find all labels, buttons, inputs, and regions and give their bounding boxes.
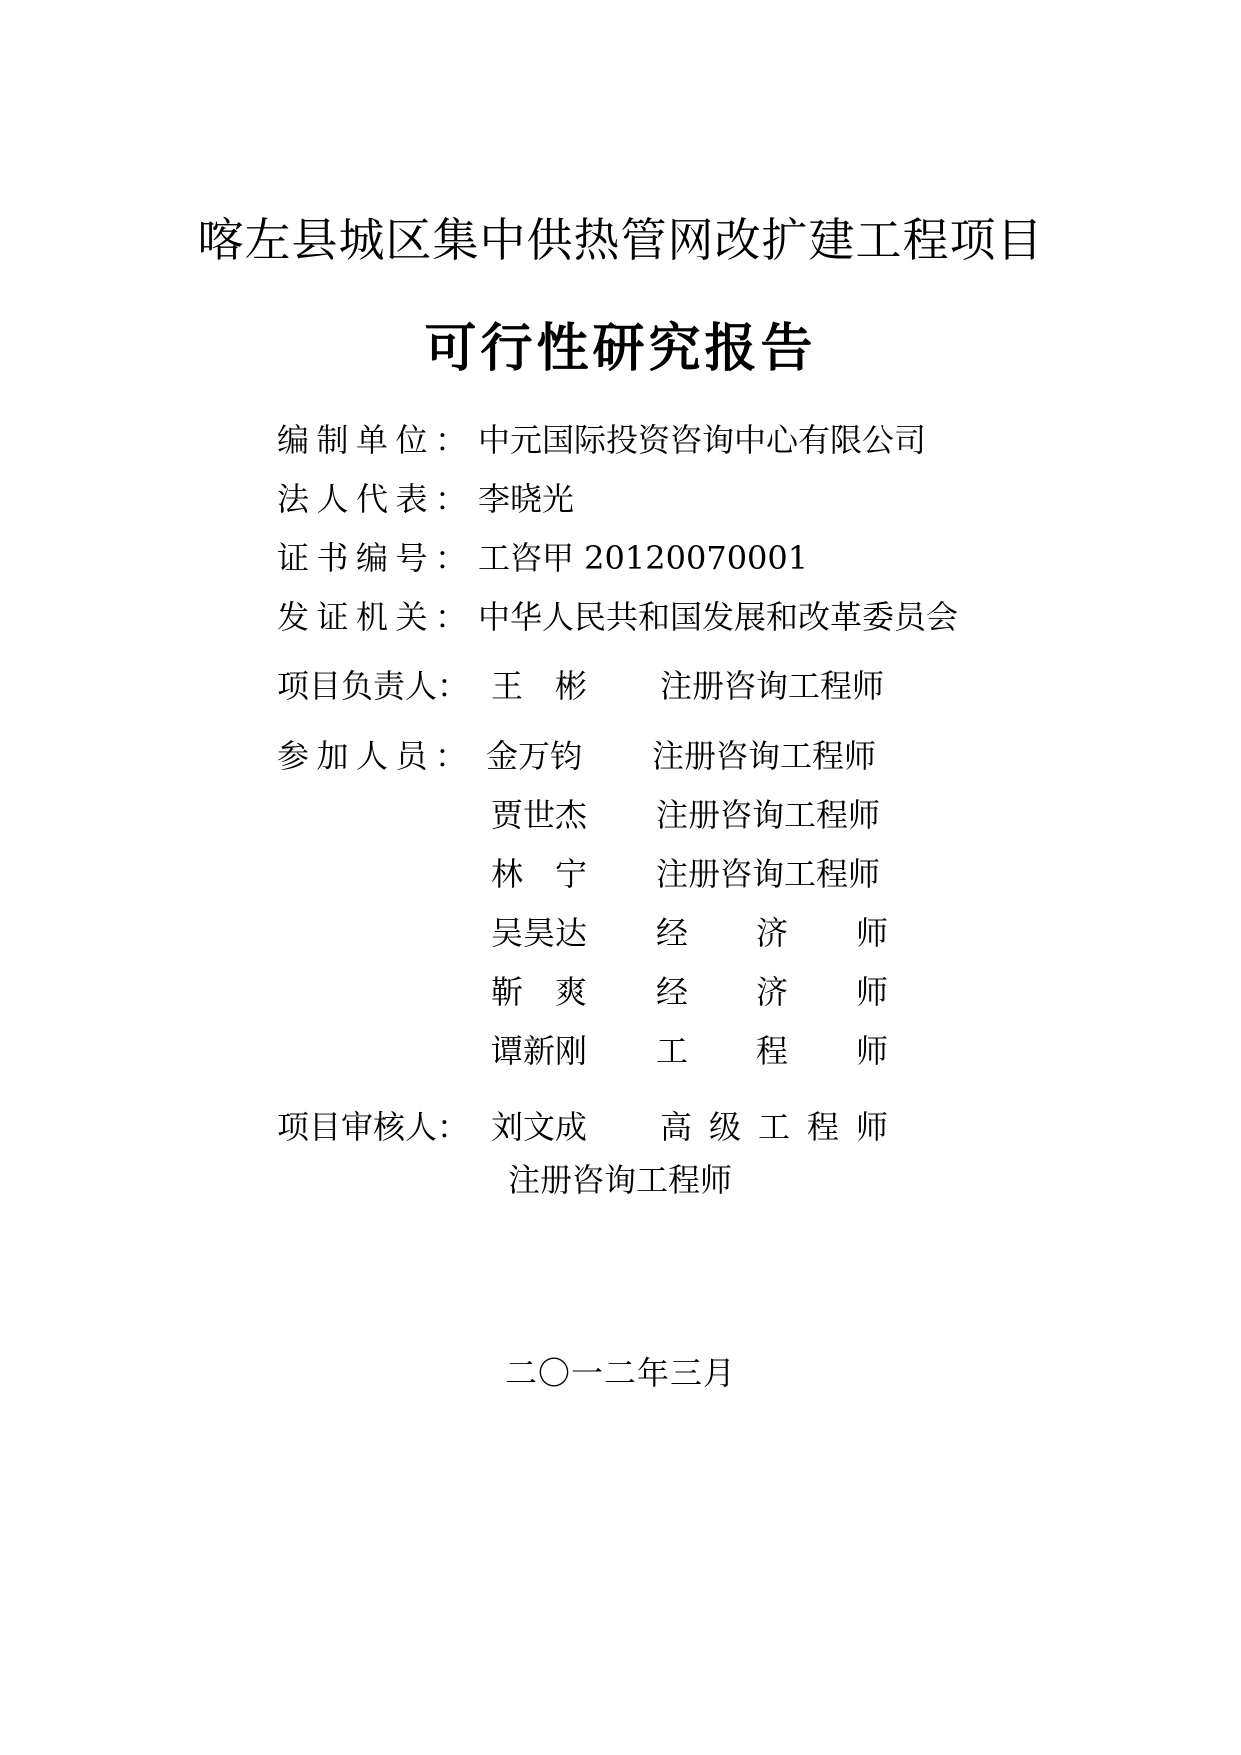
participant-name: 谭新刚 <box>491 1032 588 1070</box>
participant-role: 经 济 师 <box>656 914 888 952</box>
info-value-certificate-no: 工咨甲 20120070001 <box>478 539 809 577</box>
participants-label: 参 加 人 员 ： <box>277 737 467 775</box>
participant-name: 贾世杰 <box>491 796 588 834</box>
info-label-legal-rep: 法 人 代 表 ： <box>277 480 467 518</box>
participant-role: 注册咨询工程师 <box>652 737 877 775</box>
info-label-certificate-no: 证 书 编 号 ： <box>277 539 467 577</box>
report-title: 可行性研究报告 <box>424 319 817 379</box>
leader-name: 王 彬 <box>491 667 587 705</box>
info-label-issuer: 发 证 机 关 ： <box>277 598 467 636</box>
reviewer-name: 刘文成 <box>491 1108 588 1146</box>
reviewer-role-secondary: 注册咨询工程师 <box>508 1161 733 1199</box>
leader-label: 项目负责人： <box>277 667 470 705</box>
leader-role: 注册咨询工程师 <box>660 667 885 705</box>
info-value-compiler: 中元国际投资咨询中心有限公司 <box>478 421 927 459</box>
info-value-legal-rep: 李晓光 <box>478 480 575 518</box>
participant-role: 工 程 师 <box>656 1032 888 1070</box>
reviewer-label: 项目审核人： <box>277 1108 470 1146</box>
participant-name: 林 宁 <box>491 855 587 893</box>
project-title: 喀左县城区集中供热管网改扩建工程项目 <box>197 213 1044 267</box>
report-date: 二〇一二年三月 <box>504 1354 736 1392</box>
reviewer-role: 高 级 工 程 师 <box>660 1108 888 1146</box>
info-value-issuer: 中华人民共和国发展和改革委员会 <box>478 598 959 636</box>
info-label-compiler: 编 制 单 位 ： <box>277 421 467 459</box>
participant-name: 金万钧 <box>486 737 583 775</box>
participant-role: 注册咨询工程师 <box>656 855 881 893</box>
participant-role: 注册咨询工程师 <box>656 796 881 834</box>
participant-name: 吴昊达 <box>491 914 588 952</box>
participant-role: 经 济 师 <box>656 973 888 1011</box>
participant-name: 靳 爽 <box>491 973 587 1011</box>
